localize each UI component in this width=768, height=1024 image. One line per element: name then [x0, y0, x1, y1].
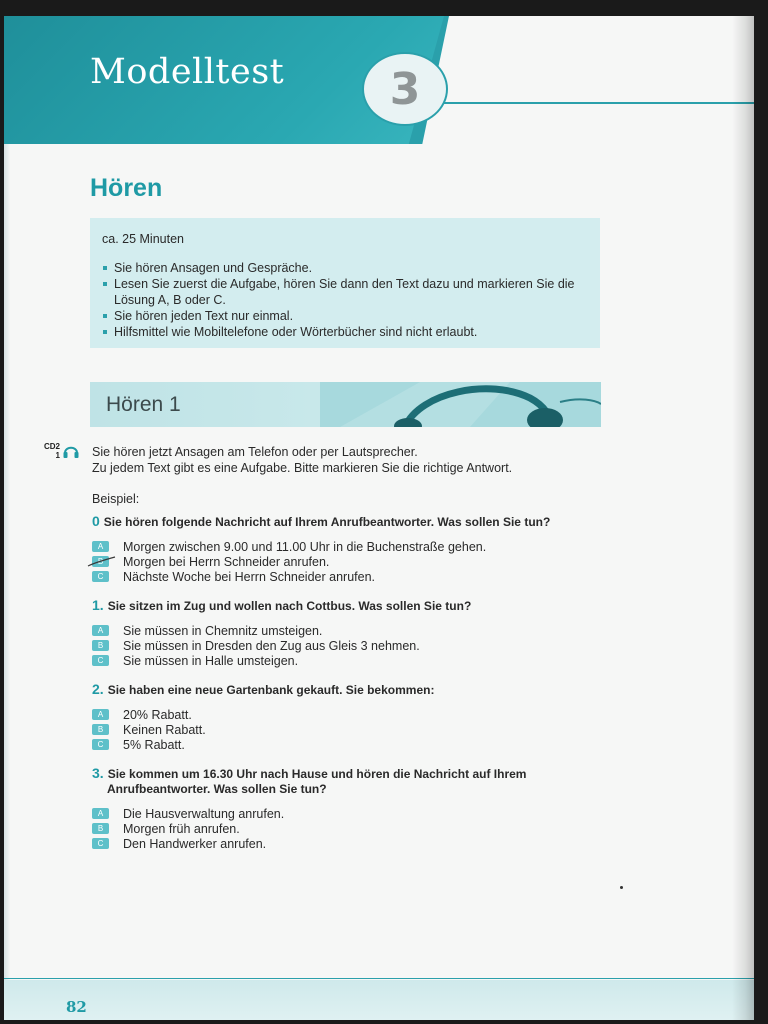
option-c[interactable] — [92, 836, 592, 851]
option-letter-badge: A — [92, 541, 109, 552]
option-c[interactable] — [92, 569, 592, 584]
options-list — [92, 539, 592, 584]
option-text: Morgen bei Herrn Schneider anrufen. — [123, 554, 330, 569]
option-text: Morgen früh anrufen. — [123, 821, 240, 836]
option-text: 5% Rabatt. — [123, 737, 185, 752]
option-text: Nächste Woche bei Herrn Schneider anrufen. — [123, 569, 375, 584]
question-heading: 1. Sie sitzen im Zug und wollen nach Cottbus. Was sollen Sie tun? — [92, 597, 472, 613]
option-letter-badge: B — [92, 823, 109, 834]
options-list — [92, 707, 592, 752]
info-box — [90, 218, 600, 348]
option-letter-badge: A — [92, 625, 109, 636]
header-rule — [436, 102, 754, 104]
question-heading: 3. Sie kommen um 16.30 Uhr nach Hause und hören die Nachricht auf Ihrem Anrufbeantworter. Was sollen Sie tun? — [92, 765, 527, 796]
footer-rule — [4, 978, 754, 979]
instruction-item: Sie hören Ansagen und Gespräche. — [102, 260, 588, 276]
book-page — [4, 16, 754, 1020]
scan-speck — [620, 886, 623, 889]
option-text: Morgen zwischen 9.00 und 11.00 Uhr in die Buchenstraße gehen. — [123, 539, 487, 554]
header-title: Modelltest — [90, 52, 285, 92]
instruction-item: Sie hören jeden Text nur einmal. — [102, 308, 588, 324]
option-letter-badge: A — [92, 709, 109, 720]
instruction-item: Hilfsmittel wie Mobiltelefone oder Wörterbücher sind nicht erlaubt. — [102, 324, 588, 340]
option-letter-badge: C — [92, 655, 109, 666]
headphones-icon — [62, 442, 80, 460]
option-letter-badge: A — [92, 808, 109, 819]
footer-band — [4, 980, 754, 1020]
option-b[interactable] — [92, 722, 592, 737]
option-a[interactable] — [92, 806, 592, 821]
option-c[interactable] — [92, 653, 592, 668]
option-text: 20% Rabatt. — [123, 707, 192, 722]
question-3 — [92, 766, 592, 851]
part-banner — [90, 382, 601, 427]
instruction-item: Lesen Sie zuerst die Aufgabe, hören Sie dann den Text dazu und markieren Sie die Lösung A, B oder C. — [102, 276, 588, 308]
option-c[interactable] — [92, 737, 592, 752]
option-letter-badge: B — [92, 640, 109, 651]
question-1 — [92, 598, 592, 668]
option-text: Die Hausverwaltung anrufen. — [123, 806, 285, 821]
question-heading: 2. Sie haben eine neue Gartenbank gekauft. Sie bekommen: — [92, 681, 435, 697]
question-0 — [92, 514, 592, 584]
part-title: Hören 1 — [106, 393, 181, 416]
option-text: Sie müssen in Chemnitz umsteigen. — [123, 623, 323, 638]
option-a[interactable] — [92, 623, 592, 638]
instructions-list — [102, 260, 588, 340]
option-text: Keinen Rabatt. — [123, 722, 206, 737]
page-curl-shadow — [732, 16, 754, 1020]
option-b[interactable] — [92, 821, 592, 836]
option-b[interactable] — [92, 638, 592, 653]
option-letter-badge: C — [92, 739, 109, 750]
option-letter-badge: C — [92, 571, 109, 582]
option-b[interactable] — [92, 554, 592, 569]
marked-answer-stroke — [86, 556, 116, 568]
option-letter-badge: C — [92, 838, 109, 849]
option-letter-badge: B — [92, 556, 109, 567]
question-2 — [92, 682, 592, 752]
section-title: Hören — [90, 174, 163, 202]
duration-text: ca. 25 Minuten — [102, 232, 184, 246]
option-a[interactable] — [92, 707, 592, 722]
question-heading: 0 Sie hören folgende Nachricht auf Ihrem Anrufbeantworter. Was sollen Sie tun? — [92, 513, 551, 529]
test-number-badge: 3 — [362, 52, 448, 126]
page-number: 82 — [66, 998, 87, 1016]
options-list — [92, 623, 592, 668]
option-a[interactable] — [92, 539, 592, 554]
option-text: Den Handwerker anrufen. — [123, 836, 267, 851]
example-label: Beispiel: — [92, 492, 140, 506]
option-text: Sie müssen in Dresden den Zug aus Gleis 3 nehmen. — [123, 638, 420, 653]
option-text: Sie müssen in Halle umsteigen. — [123, 653, 299, 668]
intro-text: Sie hören jetzt Ansagen am Telefon oder per Lautsprecher. Zu jedem Text gibt es eine Aufgabe. Bitte markieren Sie die richtige Antwort. — [92, 445, 513, 475]
options-list — [92, 806, 592, 851]
cd-track-label: CD2 1 — [43, 442, 60, 460]
binding-shadow — [4, 16, 10, 1020]
option-letter-badge: B — [92, 724, 109, 735]
